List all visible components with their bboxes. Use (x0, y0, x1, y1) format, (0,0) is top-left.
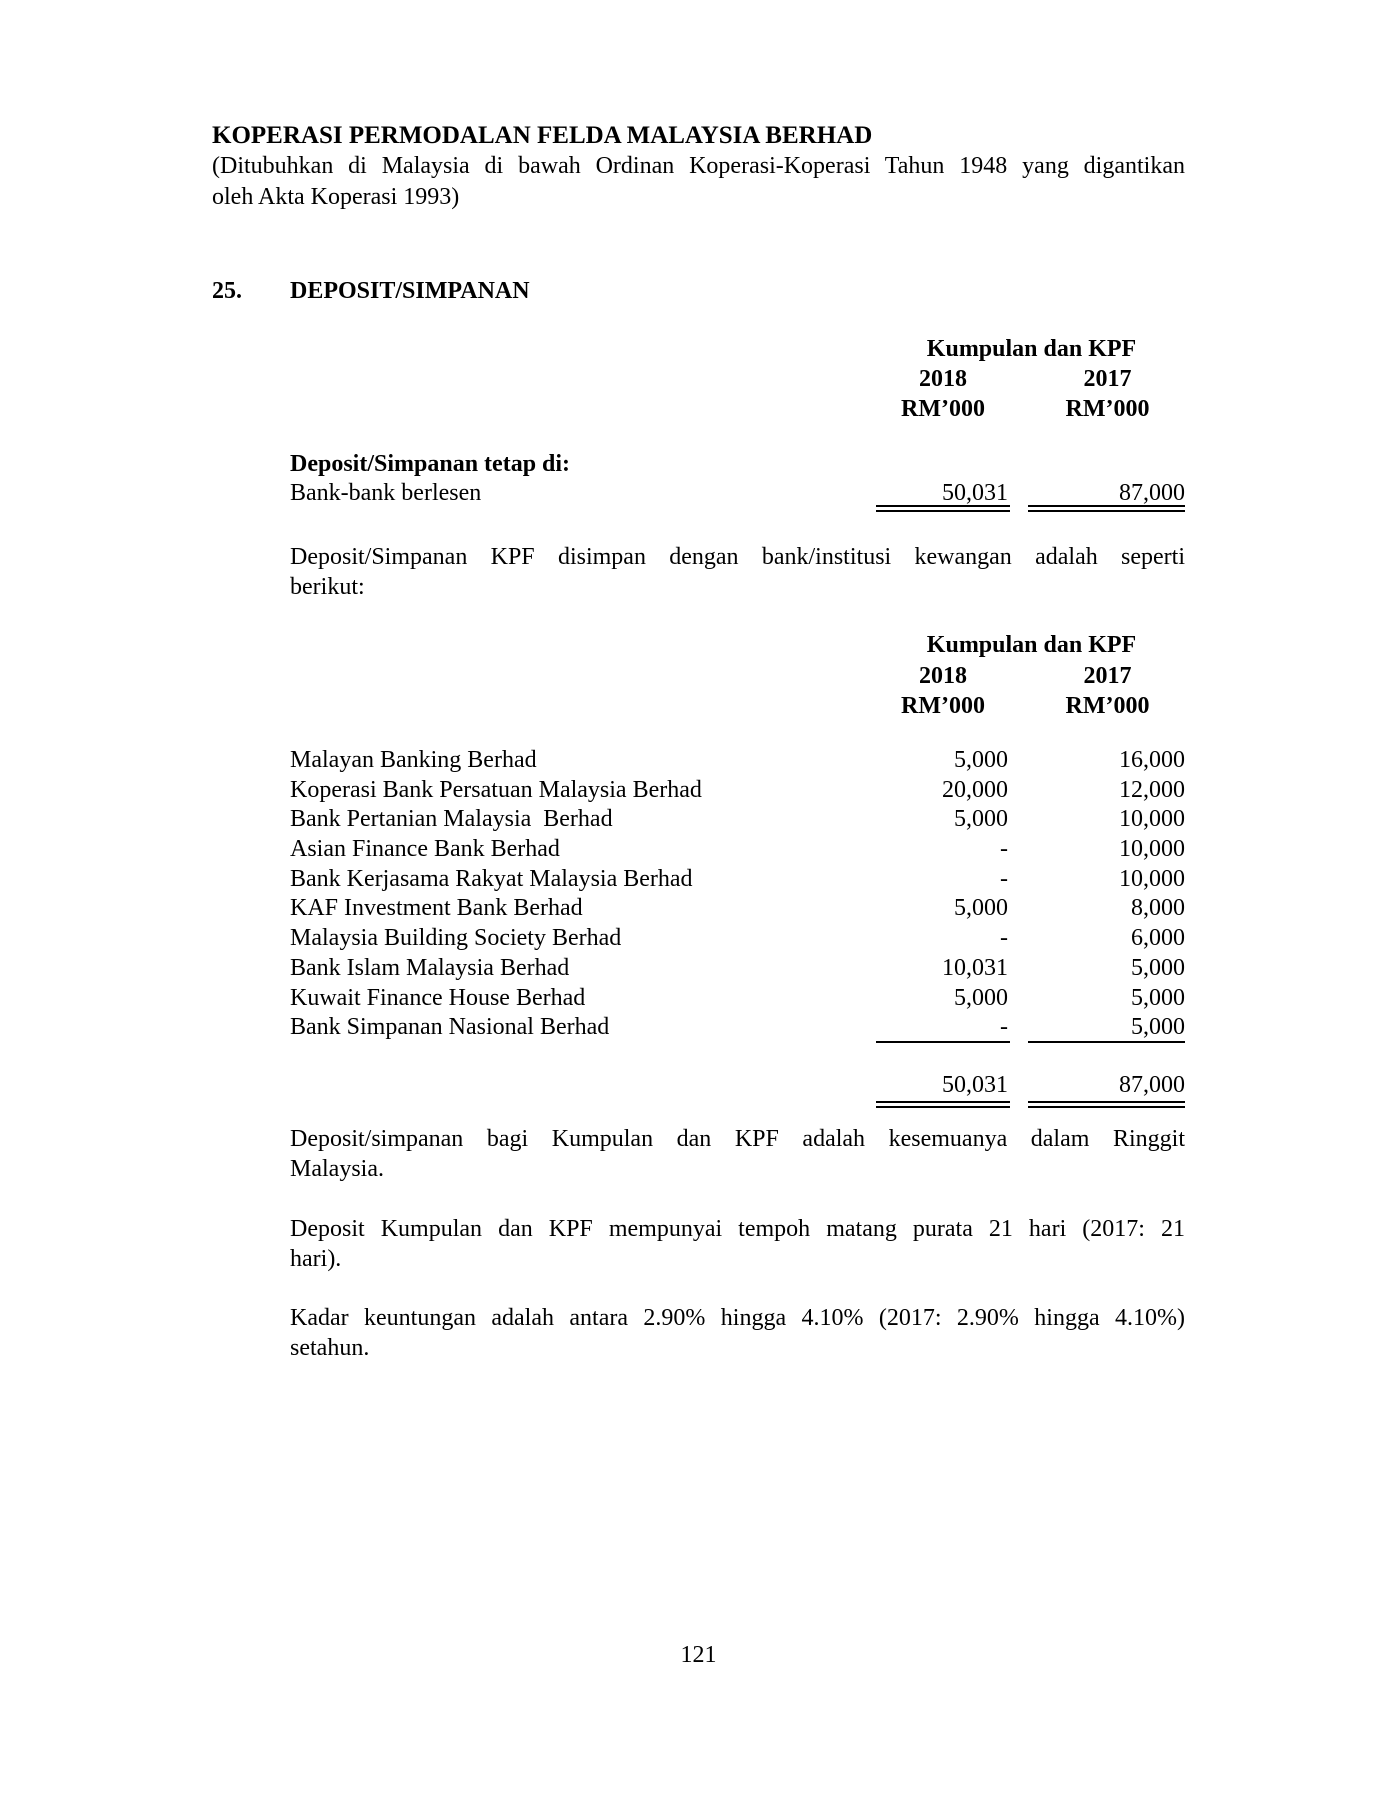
table-row (290, 984, 1185, 1014)
table-row (290, 835, 1185, 865)
table2-unit-2018: RM’000 (901, 693, 985, 719)
column-gap (1008, 1070, 1030, 1100)
table1-year-row (878, 364, 1185, 394)
bank-value-2018: - (1000, 1014, 1008, 1041)
paragraph-currency (290, 1124, 1185, 1184)
double-rule (1028, 505, 1185, 512)
intro-line1: Deposit/Simpanan KPF disimpan dengan bank/institusi kewangan adalah seperti (290, 544, 1185, 570)
column-gap (1008, 691, 1030, 721)
bank-value-2017: 16,000 (1119, 747, 1185, 773)
page-number: 121 (680, 1642, 717, 1668)
table-row (290, 746, 1185, 776)
paragraph-line1: Deposit Kumpulan dan KPF mempunyai tempoh matang purata 21 hari (2017: 21 (290, 1216, 1185, 1242)
column-gap (1008, 776, 1030, 806)
bank-name: Bank Kerjasama Rakyat Malaysia Berhad (290, 865, 693, 892)
total-value-2017: 87,000 (1119, 1072, 1185, 1098)
paragraph-maturity (290, 1214, 1185, 1274)
bank-name: KAF Investment Bank Berhad (290, 895, 583, 922)
bank-deposit-table (290, 746, 1185, 1043)
column-gap (1008, 1013, 1030, 1043)
bank-value-2018: 5,000 (954, 747, 1008, 773)
row-value-2018: 50,031 (942, 480, 1008, 506)
table1-year-2018: 2018 (919, 366, 967, 392)
total-label (290, 1070, 878, 1100)
table2-unit-2017: RM’000 (1065, 693, 1150, 719)
bank-value-2017: 5,000 (1131, 954, 1185, 981)
bank-value-2018: 5,000 (954, 895, 1008, 922)
column-gap (1008, 924, 1030, 954)
bank-value-2017: 10,000 (1119, 865, 1185, 892)
bank-value-2018: 5,000 (954, 984, 1008, 1011)
bank-name: Koperasi Bank Persatuan Malaysia Berhad (290, 776, 702, 803)
intro-line2: berikut: (290, 574, 365, 600)
table-row (290, 805, 1185, 835)
table-row (290, 478, 1185, 508)
document-header (212, 120, 1185, 213)
bank-name: Asian Finance Bank Berhad (290, 836, 560, 863)
table1-year-2017: 2017 (1083, 366, 1132, 392)
bank-value-2017: 10,000 (1119, 806, 1185, 833)
section-number: 25. (212, 278, 242, 304)
column-gap (1008, 865, 1030, 895)
bank-name: Malaysia Building Society Berhad (290, 925, 622, 952)
table1-unit-2018: RM’000 (901, 396, 985, 422)
table1-group-header: Kumpulan dan KPF (926, 336, 1137, 362)
column-gap (1008, 394, 1030, 424)
column-gap (1008, 835, 1030, 865)
table-row (290, 924, 1185, 954)
bank-value-2018: - (1000, 865, 1008, 892)
paragraph-profit-rate (290, 1303, 1185, 1363)
row-label: Bank-bank berlesen (290, 480, 482, 506)
paragraph-line1: Deposit/simpanan bagi Kumpulan dan KPF adalah kesemuanya dalam Ringgit (290, 1126, 1185, 1152)
intro-paragraph (290, 542, 1185, 602)
incorporation-note-line1: (Ditubuhkan di Malaysia di bawah Ordinan Koperasi-Koperasi Tahun 1948 yang digantikan (212, 153, 1185, 179)
paragraph-line2: setahun. (290, 1335, 370, 1361)
column-gap (1008, 478, 1030, 508)
table2-year-2017: 2017 (1083, 663, 1132, 689)
paragraph-line2: hari). (290, 1246, 342, 1272)
column-gap (1008, 746, 1030, 776)
bank-value-2018: - (1000, 836, 1008, 863)
double-rule (876, 505, 1010, 512)
paragraph-line1: Kadar keuntungan adalah antara 2.90% hingga 4.10% (2017: 2.90% hingga 4.10%) (290, 1305, 1185, 1331)
table2-year-2018: 2018 (919, 663, 967, 689)
table-row (290, 1013, 1185, 1043)
bank-value-2017: 5,000 (1131, 984, 1185, 1011)
bank-value-2017: 5,000 (1131, 1014, 1185, 1041)
single-rule (1028, 1041, 1185, 1043)
table-row (290, 865, 1185, 895)
single-rule (876, 1041, 1010, 1043)
bank-value-2018: - (1000, 925, 1008, 952)
column-gap (1008, 364, 1030, 394)
row-value-2017: 87,000 (1119, 480, 1185, 506)
bank-value-2018: 20,000 (942, 776, 1008, 803)
column-gap (1008, 954, 1030, 984)
total-row (290, 1070, 1185, 1100)
bank-name: Kuwait Finance House Berhad (290, 984, 586, 1011)
bank-value-2017: 6,000 (1131, 925, 1185, 952)
column-gap (1008, 984, 1030, 1014)
section-heading (212, 276, 530, 306)
bank-name: Malayan Banking Berhad (290, 747, 537, 773)
bank-value-2017: 12,000 (1119, 776, 1185, 803)
double-rule (1028, 1101, 1185, 1108)
column-gap (1008, 805, 1030, 835)
bank-value-2018: 10,031 (942, 954, 1008, 981)
paragraph-line2: Malaysia. (290, 1156, 384, 1182)
bank-value-2018: 5,000 (954, 806, 1008, 833)
bank-value-2017: 8,000 (1131, 895, 1185, 922)
deposit-subheading: Deposit/Simpanan tetap di: (290, 451, 571, 477)
incorporation-note-line2: oleh Akta Koperasi 1993) (212, 184, 460, 210)
table1-unit-row (878, 394, 1185, 424)
company-name: KOPERASI PERMODALAN FELDA MALAYSIA BERHAD (212, 122, 873, 149)
table1-unit-2017: RM’000 (1065, 396, 1150, 422)
table2-year-row (878, 661, 1185, 691)
column-gap (1008, 894, 1030, 924)
table-row (290, 894, 1185, 924)
bank-name: Bank Islam Malaysia Berhad (290, 954, 570, 981)
section-title: DEPOSIT/SIMPANAN (290, 278, 530, 304)
column-gap (1008, 661, 1030, 691)
bank-name: Bank Pertanian Malaysia Berhad (290, 806, 613, 833)
bank-name: Bank Simpanan Nasional Berhad (290, 1014, 610, 1041)
table2-group-header: Kumpulan dan KPF (926, 632, 1137, 658)
table2-unit-row (878, 691, 1185, 721)
table-row (290, 954, 1185, 984)
double-rule (876, 1101, 1010, 1108)
total-value-2018: 50,031 (942, 1072, 1008, 1098)
bank-value-2017: 10,000 (1119, 836, 1185, 863)
table-row (290, 776, 1185, 806)
